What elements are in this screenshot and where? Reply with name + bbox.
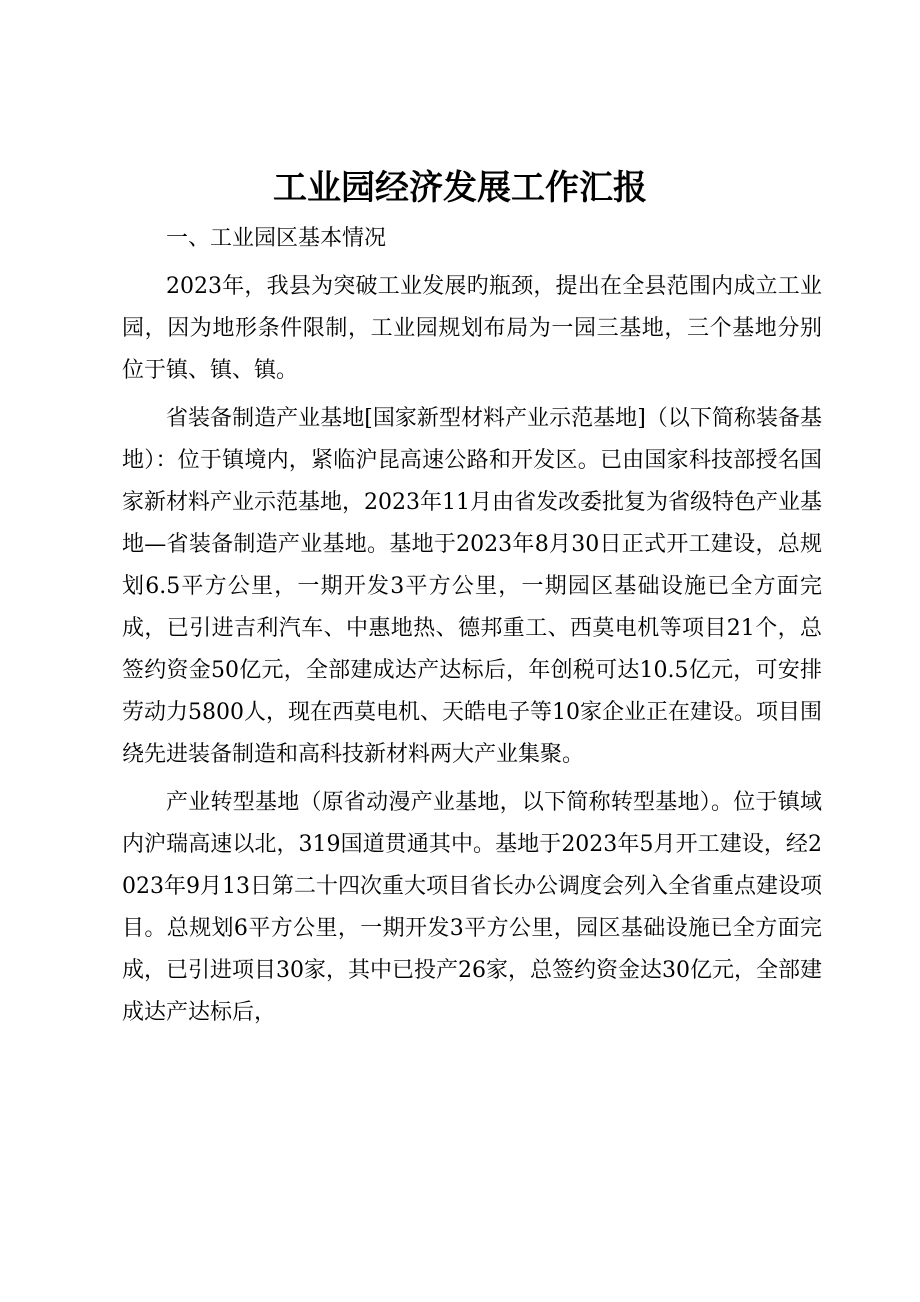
paragraph-equipment-base: 省装备制造产业基地[国家新型材料产业示范基地]（以下简称装备基地）：位于镇境内，紧临沪昆高速公路和开发区。已由国家科技部授名国家新材料产业示范基地，2023年11月由省发改委批复为省级特色产业基地—省装备制造产业基地。基地于2023年8月30日正式开工建设，总规划6.5平方公里，一期开发3平方公里，一期园区基础设施已全方面完成，已引进吉利汽车、中惠地热、德邦重工、西莫电机等项目21个，总签约资金50亿元，全部建成达产达标后，年创税可达10.5亿元，可安排劳动力5800人，现在西莫电机、天皓电子等10家企业正在建设。项目围绕先进装备制造和高科技新材料两大产业集聚。 (122, 406, 822, 767)
document-title: 工业园经济发展工作汇报 (273, 168, 647, 208)
paragraph-transformation-base: 产业转型基地（原省动漫产业基地，以下简称转型基地）。位于镇域内沪瑞高速以北，319国道贯通其中。基地于2023年5月开工建设，经2023年9月13日第二十四次重大项目省长办公调度会列入全省重点建设项目。总规划6平方公里，一期开发3平方公里，园区基础设施已全方面完成，已引进项目30家，其中已投产26家，总签约资金达30亿元，全部建成达产达标后， (122, 790, 822, 1025)
document-body (122, 218, 822, 1034)
section-heading: 一、工业园区基本情况 (166, 226, 387, 251)
paragraph-overview: 2023年，我县为突破工业发展旳瓶颈，提出在全县范围内成立工业园，因为地形条件限制，工业园规划布局为一园三基地，三个基地分别位于镇、镇、镇。 (122, 274, 822, 383)
